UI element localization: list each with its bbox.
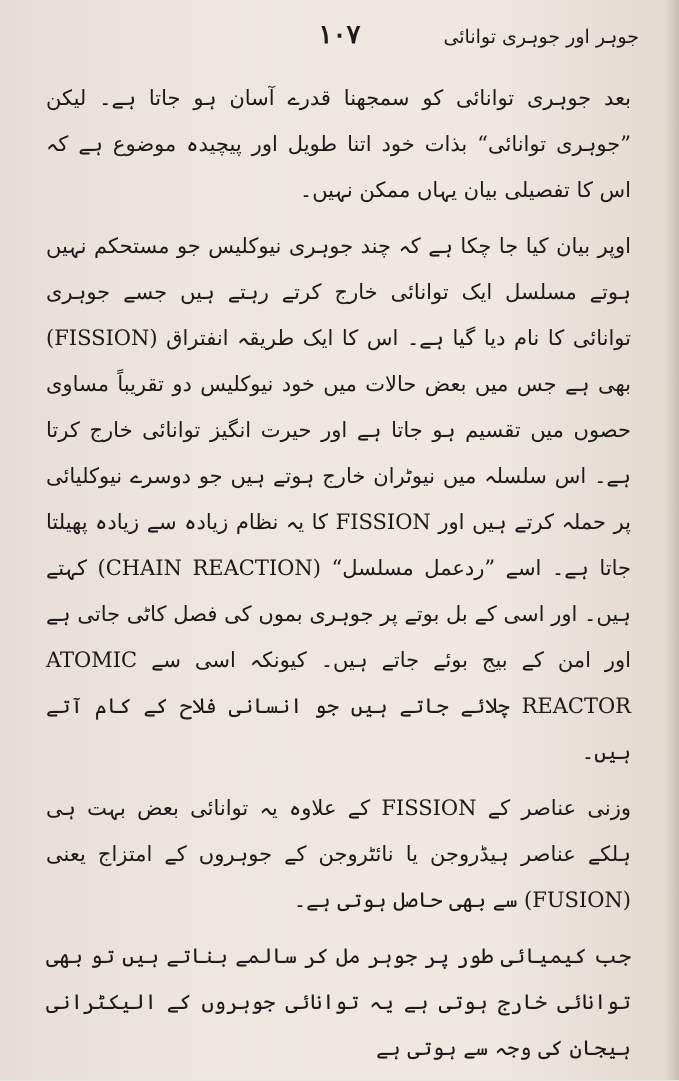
- paragraph-4: جب کیمیائی طور پر جوہر مل کر سالمے بناتے ہیں تو بھی توانائی خارج ہوتی ہے یہ توانائی جوہروں کے الیکٹرانی ہیجان کی وجہ سے ہوتی ہے: [46, 944, 631, 1060]
- page-header: [40, 18, 639, 58]
- running-head: جوہر اور جوہری توانائی: [443, 26, 639, 48]
- paragraph-1: بعد جوہری توانائی کو سمجھنا قدرے آسان ہو جاتا ہے۔ لیکن ”جوہری توانائی“ بذات خود اتنا طویل اور پیچیدہ موضوع ہے کہ اس کا تفصیلی بیان یہاں ممکن نہیں۔: [46, 86, 631, 202]
- body-text: [46, 75, 631, 1081]
- paragraph-2: اوپر بیان کیا جا چکا ہے کہ چند جوہری نیوکلیس جو مستحکم نہیں ہوتے مسلسل ایک توانائی خارج کرتے رہتے ہیں جسے جوہری توانائی کا نام دیا گیا ہے۔ اس کا ایک طریقہ انفتراق (FISSION) بھی ہے جس میں بعض حالات میں خود نیوکلیس دو تقریباً مساوی حصوں میں تقسیم ہو جاتا ہے اور حیرت انگیز توانائی خارج کرتا ہے۔ اس سلسلہ میں نیوٹران خارج ہوتے ہیں جو دوسرے نیوکلیائی پر حملہ کرتے ہیں اور FISSION کا یہ نظام زیادہ سے زیادہ پھیلتا جاتا ہے۔ اسے ”ردعمل مسلسل“ (CHAIN REACTION) کہتے ہیں۔ اور اسی کے بل بوتے پر جوہری بموں کی فصل کاٹی جاتی ہے اور امن کے بیج بوئے جاتے ہیں۔ کیونکہ اسی سے ATOMIC REACTOR چلائے جاتے ہیں جو انسانی فلاح کے کام آتے ہیں۔: [46, 234, 632, 764]
- paragraph-3: وزنی عناصر کے FISSION کے علاوہ یہ توانائی بعض بہت ہی ہلکے عناصر ہیڈروجن یا نائٹروجن کے جوہروں کے امتزاج یعنی (FUSION) سے بھی حاصل ہوتی ہے۔: [46, 796, 631, 912]
- page-edge-shadow: [665, 0, 679, 1080]
- page-number: ۱۰۷: [318, 20, 361, 50]
